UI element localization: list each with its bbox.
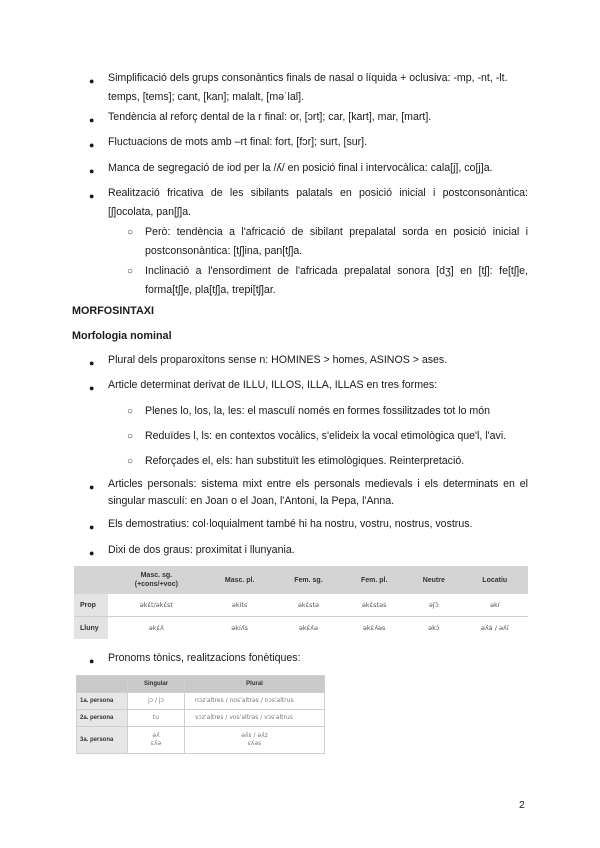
table-cell: əkɛ́ʎ <box>148 623 164 632</box>
bullet: ● <box>89 656 95 666</box>
bullet: ● <box>89 191 95 201</box>
table-cell: əʎ ɛʎə <box>128 727 185 754</box>
list-item-line: Però: tendència a l'africació de sibilant prepalatal sorda en posició inicial i <box>145 226 528 238</box>
bullet: ● <box>89 383 95 393</box>
table-cell: əkíts <box>205 594 275 617</box>
list-item-line: Reduïdes l, ls: en contextos vocàlics, s'elideix la vocal etimològica que'l, l'avi. <box>145 430 507 442</box>
sub-bullet: ○ <box>127 227 134 238</box>
list-item <box>108 352 528 368</box>
list-subitem <box>145 428 528 444</box>
table-row <box>74 594 528 617</box>
table-header-cell: Fem. sg. <box>275 566 343 594</box>
list-item-line: Plenes lo, los, la, les: el masculí només en formes fossilitzades tot lo món <box>145 405 491 417</box>
bullet: ● <box>89 522 95 532</box>
table-header-cell <box>74 566 108 594</box>
list-subitem <box>145 263 528 298</box>
list-item-line: Inclinació a l'ensordiment de l'africada prepalatal sonora [dʒ] en [tʃ]: fe[tʃ]e, <box>145 265 528 277</box>
table-cell: əkɛ́t/əkɛ́st <box>108 594 205 617</box>
page-number: 2 <box>519 799 525 811</box>
list-item-line: Dixi de dos graus: proximitat i llunyania. <box>108 544 295 556</box>
table-header-cell: Fem. pl. <box>342 566 406 594</box>
list-item-line: singular masculí: en Joan o el Joan, l'Antoni, la Pepa, l'Anna. <box>108 495 395 507</box>
sub-bullet: ○ <box>127 456 134 467</box>
table-header-cell: Masc. pl. <box>205 566 275 594</box>
bullet: ● <box>89 482 95 492</box>
list-item <box>108 650 528 666</box>
list-item-line: Tendència al reforç dental de la r final: or, [ɔrt]; car, [kart], mar, [mart]. <box>108 111 432 123</box>
list-subitem <box>145 224 528 259</box>
list-item-line: Realització fricativa de les sibilants palatals en posició inicial i postconsonàntica: <box>108 187 528 199</box>
list-item-line: Simplificació dels grups consonàntics finals de nasal o líquida + oclusiva: -mp, -nt, -lt. <box>108 72 508 84</box>
bullet: ● <box>89 140 95 150</box>
table-cell: əkɛ́ʎəs <box>362 623 386 632</box>
list-item-line: postconsonàntica: [tʃ]ina, pan[tʃ]a. <box>145 245 303 257</box>
table-cell: əkí <box>461 594 528 617</box>
table-row <box>77 693 325 710</box>
table-header-cell: Locatiu <box>461 566 528 594</box>
row-label: 1a. persona <box>77 693 128 710</box>
table-header-cell <box>77 676 128 693</box>
row-label: Prop <box>74 594 108 617</box>
list-item-line: Manca de segregació de iod per la /ʎ/ en posició final i intervocàlica: cala[j], co[j]a. <box>108 162 493 174</box>
table-cell: əkɛ́stəs <box>342 594 406 617</box>
demonstratives-table <box>74 566 528 639</box>
table-cell: əʎá / əʎí <box>480 623 509 632</box>
table-header-cell: Neutre <box>406 566 461 594</box>
list-item-line: Els demostratius: col·loquialment també hi ha nostru, vostru, nostrus, vostrus. <box>108 518 473 530</box>
table-cell: jɔ / jɔ <box>128 693 185 710</box>
list-item <box>108 134 528 150</box>
sub-bullet: ○ <box>127 431 134 442</box>
list-item <box>108 70 528 105</box>
table-header-cell: Masc. sg. (+cons/+voc) <box>108 566 205 594</box>
section-heading: MORFOSINTAXI <box>72 305 154 317</box>
list-item <box>108 476 528 509</box>
table-cell: əkɛ́stə <box>275 594 343 617</box>
list-item-line: [ʃ]ocolata, pan[ʃ]a. <box>108 206 192 218</box>
list-item <box>108 516 528 532</box>
bullet: ● <box>89 358 95 368</box>
list-item <box>108 377 528 393</box>
table-cell: əkɛ́ʎə <box>298 623 319 632</box>
row-label: Lluny <box>74 617 108 640</box>
row-label: 2a. persona <box>77 710 128 727</box>
list-subitem <box>145 403 528 419</box>
bullet: ● <box>89 548 95 558</box>
list-item-line: forma[tʃ]e, pla[tʃ]a, trepi[tʃ]ar. <box>145 284 276 296</box>
table-header-cell: Plural <box>185 676 325 693</box>
table-cell: əʎs / əʎz ɛʎəs <box>185 727 325 754</box>
row-label: 3a. persona <box>77 727 128 754</box>
table-cell: əkɔ́ <box>428 623 440 632</box>
table-cell: vɔzˈaltres / vosˈaltrəs / vɔsˈaltrus <box>185 710 325 727</box>
list-item-line: temps, [tems]; cant, [kan]; malalt, [məˈlal]. <box>108 91 305 103</box>
bullet: ● <box>89 166 95 176</box>
list-item-line: Articles personals: sistema mixt entre els personals medievals i els determinats en el <box>108 478 528 490</box>
table-row <box>77 710 325 727</box>
list-item-line: Pronoms tònics, realitzacions fonètiques: <box>108 652 301 664</box>
sub-bullet: ○ <box>127 266 134 277</box>
list-item <box>108 109 528 125</box>
table-header-cell: Singular <box>128 676 185 693</box>
pronouns-table <box>76 675 325 754</box>
table-cell: əʃɔ́ <box>406 594 461 617</box>
sub-bullet: ○ <box>127 406 134 417</box>
subsection-heading: Morfologia nominal <box>72 330 172 342</box>
list-subitem <box>145 453 528 469</box>
table-cell: tu <box>128 710 185 727</box>
list-item-line: Reforçades el, els: han substituït les etimològiques. Reinterpretació. <box>145 455 465 467</box>
list-item <box>108 185 528 220</box>
table-cell: nɔzˈaltres / nosˈaltrəs / nɔsˈaltrus <box>185 693 325 710</box>
table-row <box>74 617 528 640</box>
list-item <box>108 542 528 558</box>
table-cell: əkíʎs <box>231 623 249 632</box>
bullet: ● <box>89 76 95 86</box>
bullet: ● <box>89 115 95 125</box>
list-item <box>108 160 528 176</box>
list-item-line: Article determinat derivat de ILLU, ILLOS, ILLA, ILLAS en tres formes: <box>108 379 438 391</box>
list-item-line: Plural dels proparoxítons sense n: HOMINES > homes, ASINOS > ases. <box>108 354 448 366</box>
list-item-line: Fluctuacions de mots amb –rt final: fort, [fɔr]; surt, [sur]. <box>108 136 368 148</box>
table-row <box>77 727 325 754</box>
